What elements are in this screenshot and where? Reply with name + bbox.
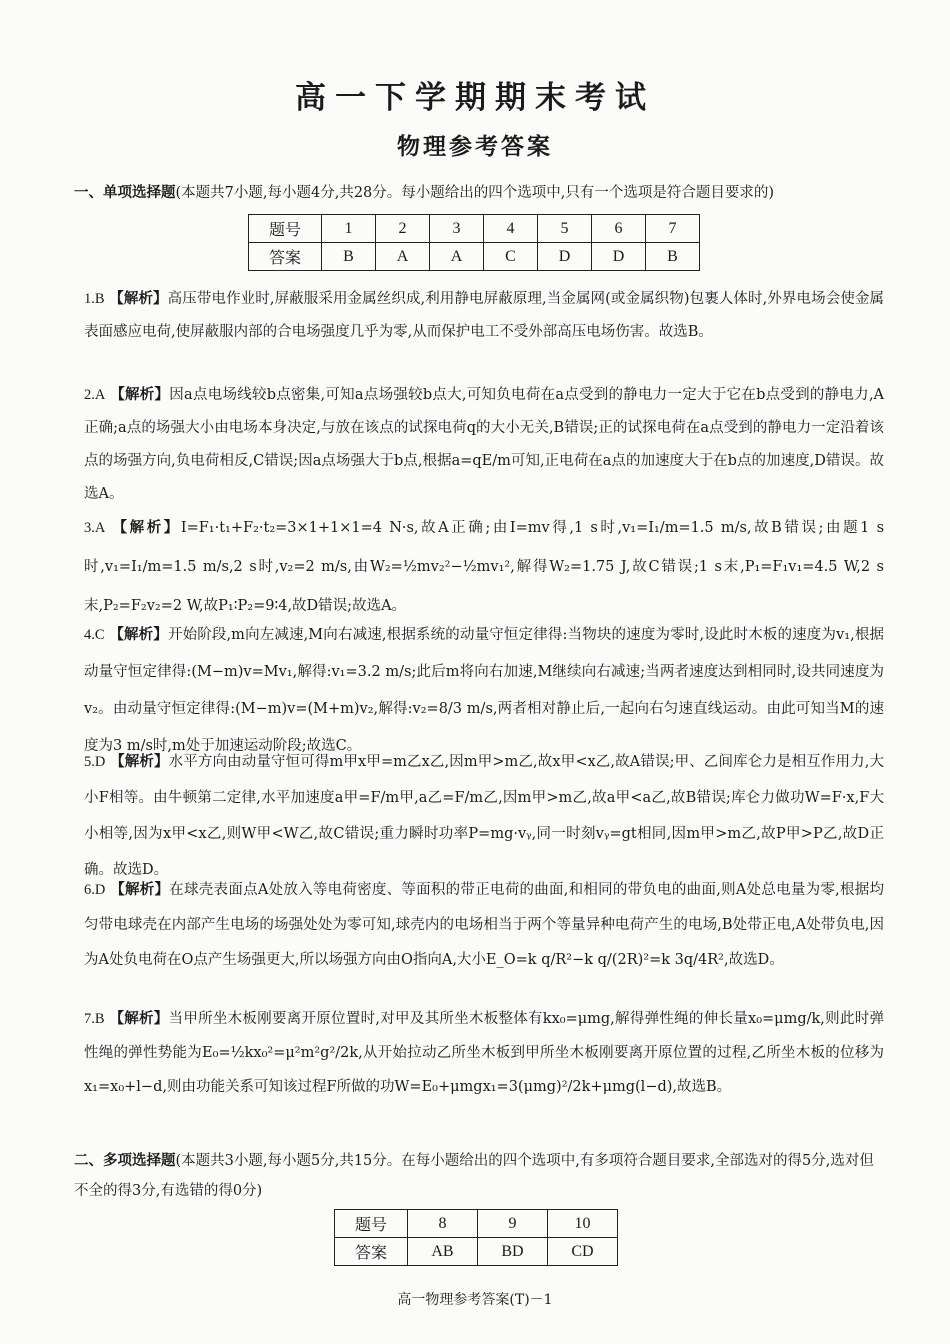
table-answer-label: 答案 [335,1238,408,1266]
table-cell-answer: BD [478,1238,548,1266]
answer-table-1 [248,214,700,271]
explanation-5 [84,744,884,888]
table-cell-answer: A [430,243,484,271]
table-cell-answer: B [322,243,376,271]
explanation-text: 当甲所坐木板刚要离开原位置时,对甲及其所坐木板整体有kx₀=μmg,解得弹性绳的伸长量x₀=μmg/k,则此时弹性绳的弹性势能为E₀=½kx₀²=μ²m²g²/2k,从开始拉动乙所坐木板到甲所坐木板刚要离开原位置的过程,乙所坐木板的位移为x₁=x₀+l−d,则由功能关系可知该过程F所做的功W=E₀+μmgx₁=3(μmg)²/2k+μmg(l−d),故选B。 [84,1011,885,1095]
table-cell-answer: D [538,243,592,271]
section2-heading-line [74,1146,884,1206]
explanation-label: 【解析】 [109,626,168,643]
explanation-number: 7.B [84,1011,105,1027]
table-cell-answer: B [646,243,700,271]
explanation-label: 【解析】 [109,1010,169,1027]
explanation-number: 3.A [84,520,106,536]
table-cell-answer: A [376,243,430,271]
explanation-text: 因a点电场线较b点密集,可知a点场强较b点大,可知负电荷在a点受到的静电力一定大于它在b点受到的静电力,A正确;a点的场强大小由电场本身决定,与放在该点的试探电荷q的大小无关,B错误;正的试探电荷在a点受到的静电力一定沿着该点的场强方向,负电荷相反,C错误;因a点场强大于b点,根据a=qE/m可知,正电荷在a点的加速度大于在b点的加速度,D错误。故选A。 [84,387,885,502]
table-cell-number: 10 [548,1210,618,1238]
explanation-text: 水平方向由动量守恒可得m甲x甲=m乙x乙,因m甲>m乙,故x甲<x乙,故A错误;甲、乙间库仑力是相互作用力,大小F相等。由牛顿第二定律,水平加速度a甲=F/m甲,a乙=F/m乙,因m甲>m乙,故a甲<a乙,故B错误;库仑力做功W=F·x,F大小相等,因为x甲<x乙,则W甲<W乙,故C错误;重力瞬时功率P=mg·vᵧ,同一时刻vᵧ=gt相同,因m甲>m乙,故P甲>P乙,故D正确。故选D。 [84,754,885,878]
table-cell-number: 6 [592,215,646,243]
explanation-label: 【解析】 [110,753,169,770]
section2-note: (本题共3小题,每小题5分,共15分。在每小题给出的四个选项中,有多项符合题目要求,全部选对的得5分,选对但不全的得3分,有选错的得0分) [74,1153,874,1199]
table-cell-answer: C [484,243,538,271]
explanation-text: 在球壳表面点A处放入等电荷密度、等面积的带正电荷的曲面,和相同的带负电的曲面,则A处总电量为零,根据均匀带电球壳在内部产生电场的场强处处为零可知,球壳内的电场相当于两个等量异种电荷产生的电场,B处带正电,A处带负电,因为A处负电荷在O点产生场强更大,所以场强方向由O指向A,大小E_O=k q/R²−k q/(2R)²=k 3q/4R²,故选D。 [84,882,885,968]
table-cell-number: 5 [538,215,592,243]
explanation-2 [84,378,884,511]
page-title: 高一下学期期末考试 [295,80,655,116]
explanation-label: 【解析】 [110,881,170,898]
table-header-label: 题号 [335,1210,408,1238]
explanation-text: 高压带电作业时,屏蔽服采用金属丝织成,利用静电屏蔽原理,当金属网(或金属织物)包裹人体时,外界电场会使金属表面感应电荷,使屏蔽服内部的合电场强度几乎为零,从而保护电工不受外部高压电场伤害。故选B。 [84,291,885,340]
answer-table-1-answer-row [249,243,700,271]
explanation-number: 2.A [84,387,106,403]
table-answer-label: 答案 [249,243,322,271]
explanation-label: 【解析】 [109,290,168,307]
section1-heading: 一、单项选择题 [74,184,176,201]
table-cell-answer: CD [548,1238,618,1266]
table-header-label: 题号 [249,215,322,243]
page-subtitle: 物理参考答案 [397,133,553,160]
table-cell-answer: AB [408,1238,478,1266]
section1-note: (本题共7小题,每小题4分,共28分。每小题给出的四个选项中,只有一个选项是符合题目要求的) [175,185,775,201]
explanation-3 [84,508,884,626]
explanation-6 [84,872,884,978]
explanation-number: 5.D [84,754,106,770]
explanation-text: 开始阶段,m向左减速,M向右减速,根据系统的动量守恒定律得:当物块的速度为零时,设此时木板的速度为v₁,根据动量守恒定律得:(M−m)v=Mv₁,解得:v₁=3.2 m/s;此后m将向右加速,M继续向右减速;当两者速度达到相同时,设共同速度为v₂。由动量守恒定律得:(M−m)v=(M+m)v₂,解得:v₂=8/3 m/s,两者相对静止后,一起向右匀速直线运动。由此可知当M的速度为3 m/s时,m处于加速运动阶段;故选C。 [84,627,885,754]
explanation-number: 1.B [84,291,105,307]
table-cell-number: 3 [430,215,484,243]
answer-table-2-answer-row [335,1238,618,1266]
explanation-number: 6.D [84,882,106,898]
section2-heading: 二、多项选择题 [74,1152,176,1169]
table-cell-number: 8 [408,1210,478,1238]
answer-table-2 [334,1209,618,1266]
table-cell-answer: D [592,243,646,271]
table-cell-number: 7 [646,215,700,243]
section1-heading-line [74,180,884,206]
answer-table-2-number-row [335,1210,618,1238]
page-footer: 高一物理参考答案(T)－1 [397,1292,553,1308]
answer-table-1-number-row [249,215,700,243]
table-cell-number: 9 [478,1210,548,1238]
explanation-number: 4.C [84,627,105,643]
table-cell-number: 1 [322,215,376,243]
explanation-4 [84,616,884,765]
explanation-text: I=F₁·t₁+F₂·t₂=3×1+1×1=4 N·s,故A正确;由I=mv得,1 s时,v₁=I₁/m=1.5 m/s,故B错误;由题1 s时,v₁=I₁/m=1.5 m/s,2 s时,v₂=2 m/s,由W₂=½mv₂²−½mv₁²,解得W₂=1.75 J,故C错误;1 s末,P₁=F₁v₁=4.5 W,2 s末,P₂=F₂v₂=2 W,故P₁∶P₂=9∶4,故D错误;故选A。 [84,520,885,614]
table-cell-number: 4 [484,215,538,243]
explanation-label: 【解析】 [112,519,181,536]
table-cell-number: 2 [376,215,430,243]
explanation-7 [84,1002,884,1104]
explanation-label: 【解析】 [110,386,170,403]
explanation-1 [84,282,884,349]
